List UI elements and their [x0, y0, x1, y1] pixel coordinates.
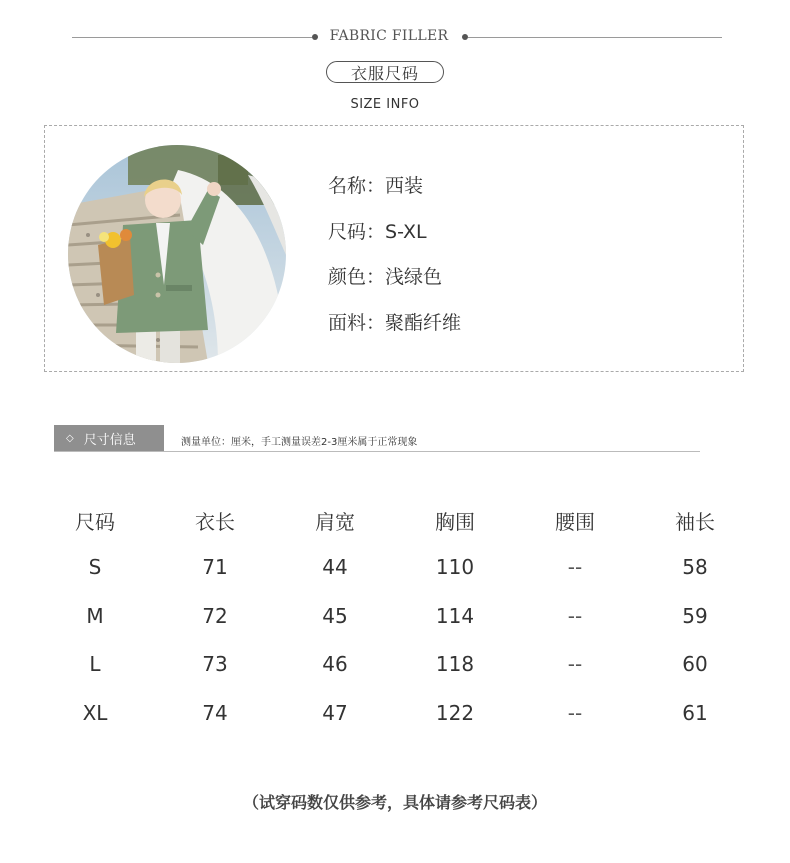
spec-fabric-label: 面料： — [328, 312, 386, 334]
table-cell: 110 — [435, 555, 475, 580]
table-cell: 118 — [435, 652, 475, 677]
col-header-length: 衣长 — [195, 509, 235, 534]
table-cell: 71 — [202, 555, 228, 580]
header-subtitle: SIZE INFO — [350, 97, 420, 112]
spec-name-value: 西装 — [385, 175, 424, 197]
spec-fabric-value: 聚酯纤维 — [385, 312, 462, 334]
table-cell: 46 — [322, 652, 348, 677]
table-cell: 45 — [322, 603, 348, 628]
col-header-size: 尺码 — [75, 509, 115, 534]
table-row — [35, 592, 755, 641]
size-table — [35, 497, 755, 737]
col-header-waist: 腰围 — [555, 509, 595, 534]
table-cell: 74 — [202, 700, 228, 725]
diamond-icon: ◇ — [66, 433, 74, 444]
table-cell: 47 — [322, 700, 348, 725]
table-cell: S — [88, 555, 102, 580]
measurement-note: 测量单位：厘米，手工测量误差2-3厘米属于正常现象 — [181, 437, 418, 448]
spec-fabric-row — [328, 308, 461, 335]
size-pill-label: 衣服尺码 — [326, 61, 444, 83]
table-cell: 60 — [682, 652, 708, 677]
table-row — [35, 543, 755, 592]
spec-size-row — [328, 217, 427, 244]
table-row — [35, 640, 755, 689]
table-cell: -- — [567, 603, 583, 628]
table-cell: L — [89, 652, 101, 677]
product-photo — [68, 145, 286, 363]
header-rule-right — [468, 37, 722, 38]
table-cell: -- — [567, 652, 583, 677]
table-header-row — [35, 497, 755, 543]
spec-size-label: 尺码： — [328, 221, 386, 243]
spec-name-label: 名称： — [328, 175, 386, 197]
spec-color-label: 颜色： — [328, 266, 386, 288]
footnote: （试穿码数仅供参考，具体请参考尺码表） — [242, 793, 547, 812]
header-rule-left — [72, 37, 312, 38]
header-dot-left — [312, 34, 318, 40]
header-title: FABRIC FILLER — [329, 28, 449, 44]
size-section-tag — [54, 425, 164, 452]
table-cell: 44 — [322, 555, 348, 580]
table-cell: 72 — [202, 603, 228, 628]
table-cell: XL — [82, 700, 108, 725]
table-cell: M — [86, 603, 104, 628]
table-cell: -- — [567, 700, 583, 725]
table-cell: -- — [567, 555, 583, 580]
table-cell: 122 — [435, 700, 475, 725]
table-cell: 58 — [682, 555, 708, 580]
spec-size-value: S-XL — [385, 221, 427, 243]
spec-color-value: 浅绿色 — [385, 266, 443, 288]
size-section-tag-label: 尺寸信息 — [83, 433, 136, 448]
table-cell: 61 — [682, 700, 708, 725]
product-photo-illustration — [68, 145, 286, 363]
table-cell: 59 — [682, 603, 708, 628]
col-header-shoulder: 肩宽 — [315, 509, 355, 534]
table-cell: 73 — [202, 652, 228, 677]
spec-name-row — [328, 171, 423, 198]
table-row — [35, 689, 755, 738]
spec-color-row — [328, 262, 442, 289]
col-header-sleeve: 袖长 — [675, 509, 715, 534]
col-header-chest: 胸围 — [435, 509, 475, 534]
size-section-rule — [54, 451, 700, 452]
table-cell: 114 — [435, 603, 475, 628]
